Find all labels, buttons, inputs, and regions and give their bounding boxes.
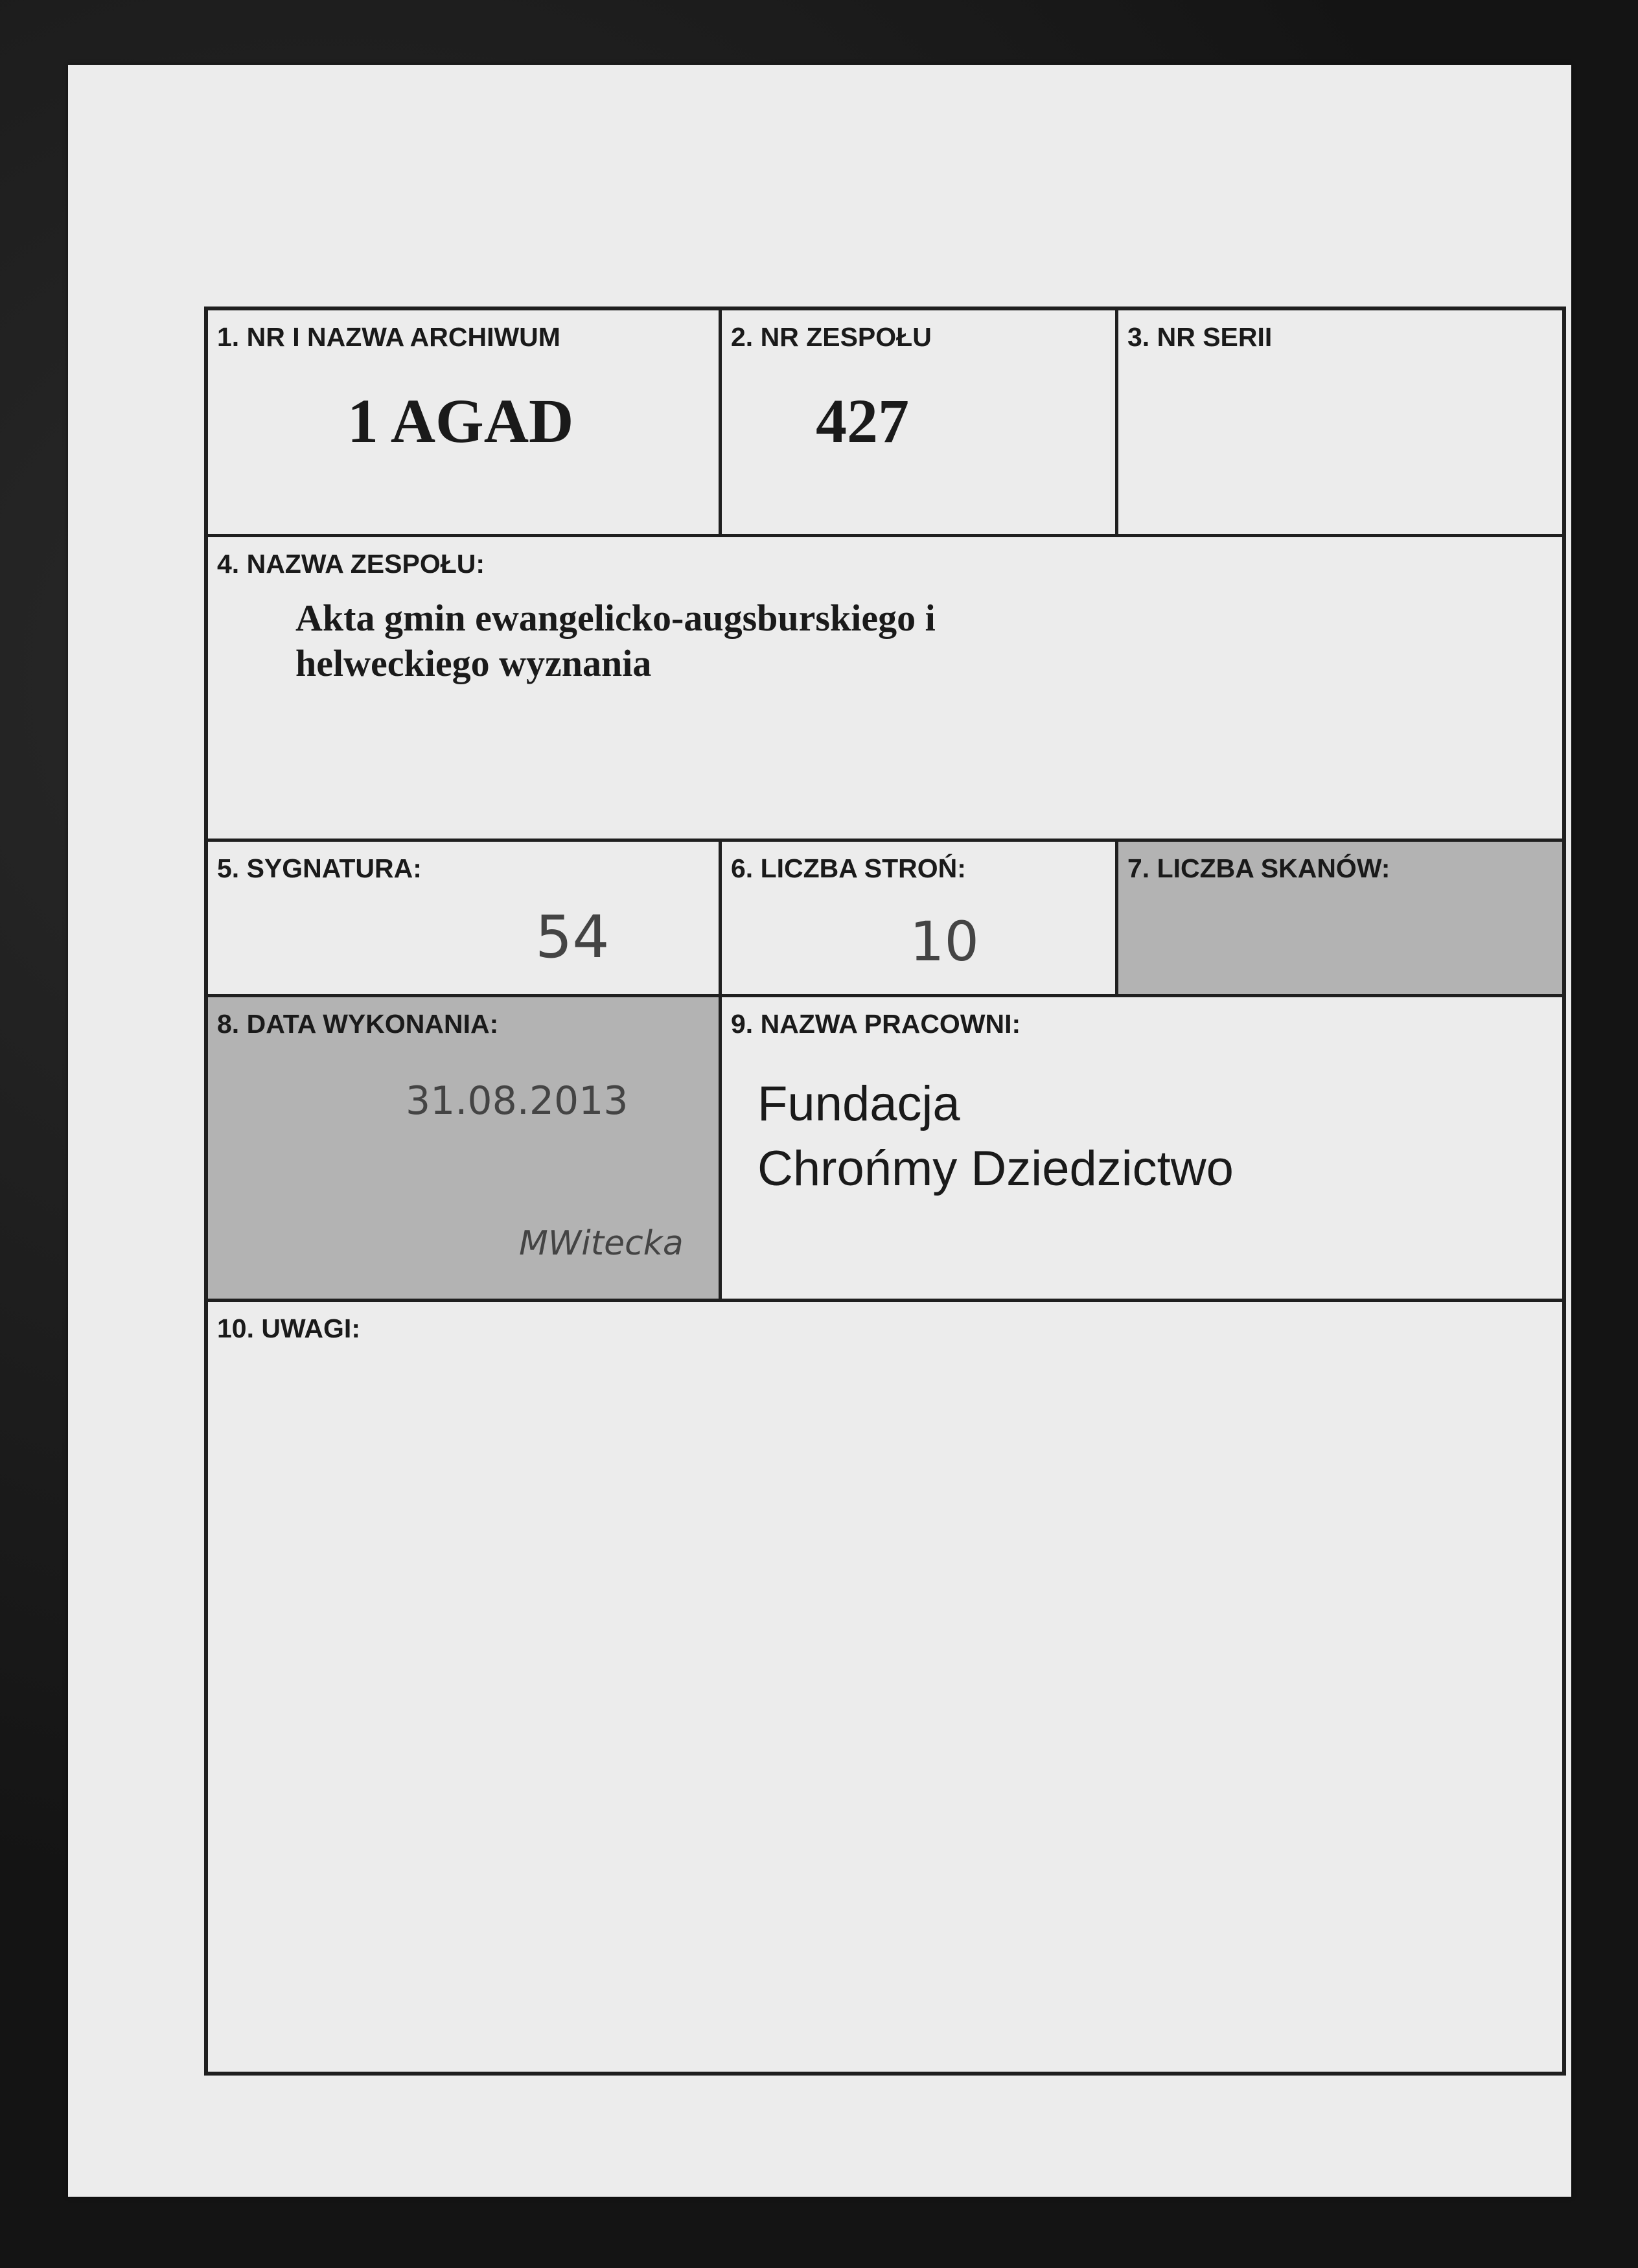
field-scan-count-label: 7. LICZBA SKANÓW: xyxy=(1127,853,1390,883)
field-fonds-name-line2: helweckiego wyznania xyxy=(295,642,652,684)
field-page-count-value: 10 xyxy=(910,910,979,973)
field-page-count-label: 6. LICZBA STROŃ: xyxy=(731,853,966,883)
field-series-number-label: 3. NR SERII xyxy=(1127,322,1273,352)
field-archive xyxy=(208,310,722,537)
field-workshop-line1: Fundacja xyxy=(757,1076,960,1131)
field-date xyxy=(208,997,722,1302)
field-fonds-number-label: 2. NR ZESPOŁU xyxy=(731,322,932,352)
field-fonds-name xyxy=(208,537,1562,842)
field-series-number xyxy=(1118,310,1562,537)
field-fonds-name-line1: Akta gmin ewangelicko-augsburskiego i xyxy=(295,597,936,639)
field-fonds-name-value xyxy=(295,596,936,686)
field-workshop-line2: Chrońmy Dziedzictwo xyxy=(757,1141,1234,1196)
field-workshop-value xyxy=(757,1072,1234,1201)
field-signature-label: 5. SYGNATURA: xyxy=(217,853,422,883)
field-signature xyxy=(208,842,722,997)
field-fonds-number xyxy=(722,310,1118,537)
handwritten-signature: MWitecka xyxy=(519,1224,684,1263)
field-workshop-label: 9. NAZWA PRACOWNI: xyxy=(731,1009,1021,1039)
field-archive-value: 1 AGAD xyxy=(347,386,574,456)
document-page xyxy=(68,65,1571,2197)
field-archive-label: 1. NR I NAZWA ARCHIWUM xyxy=(217,322,560,352)
field-date-value: 31.08.2013 xyxy=(406,1078,629,1124)
field-fonds-name-label: 4. NAZWA ZESPOŁU: xyxy=(217,549,485,579)
field-scan-count xyxy=(1118,842,1562,997)
field-date-label: 8. DATA WYKONANIA: xyxy=(217,1009,499,1039)
archive-form xyxy=(204,307,1566,2076)
field-fonds-number-value: 427 xyxy=(816,386,909,456)
field-workshop xyxy=(722,997,1562,1302)
field-page-count xyxy=(722,842,1118,997)
field-remarks-label: 10. UWAGI: xyxy=(217,1313,360,1343)
field-remarks xyxy=(208,1302,1562,2072)
field-signature-value: 54 xyxy=(535,903,610,971)
